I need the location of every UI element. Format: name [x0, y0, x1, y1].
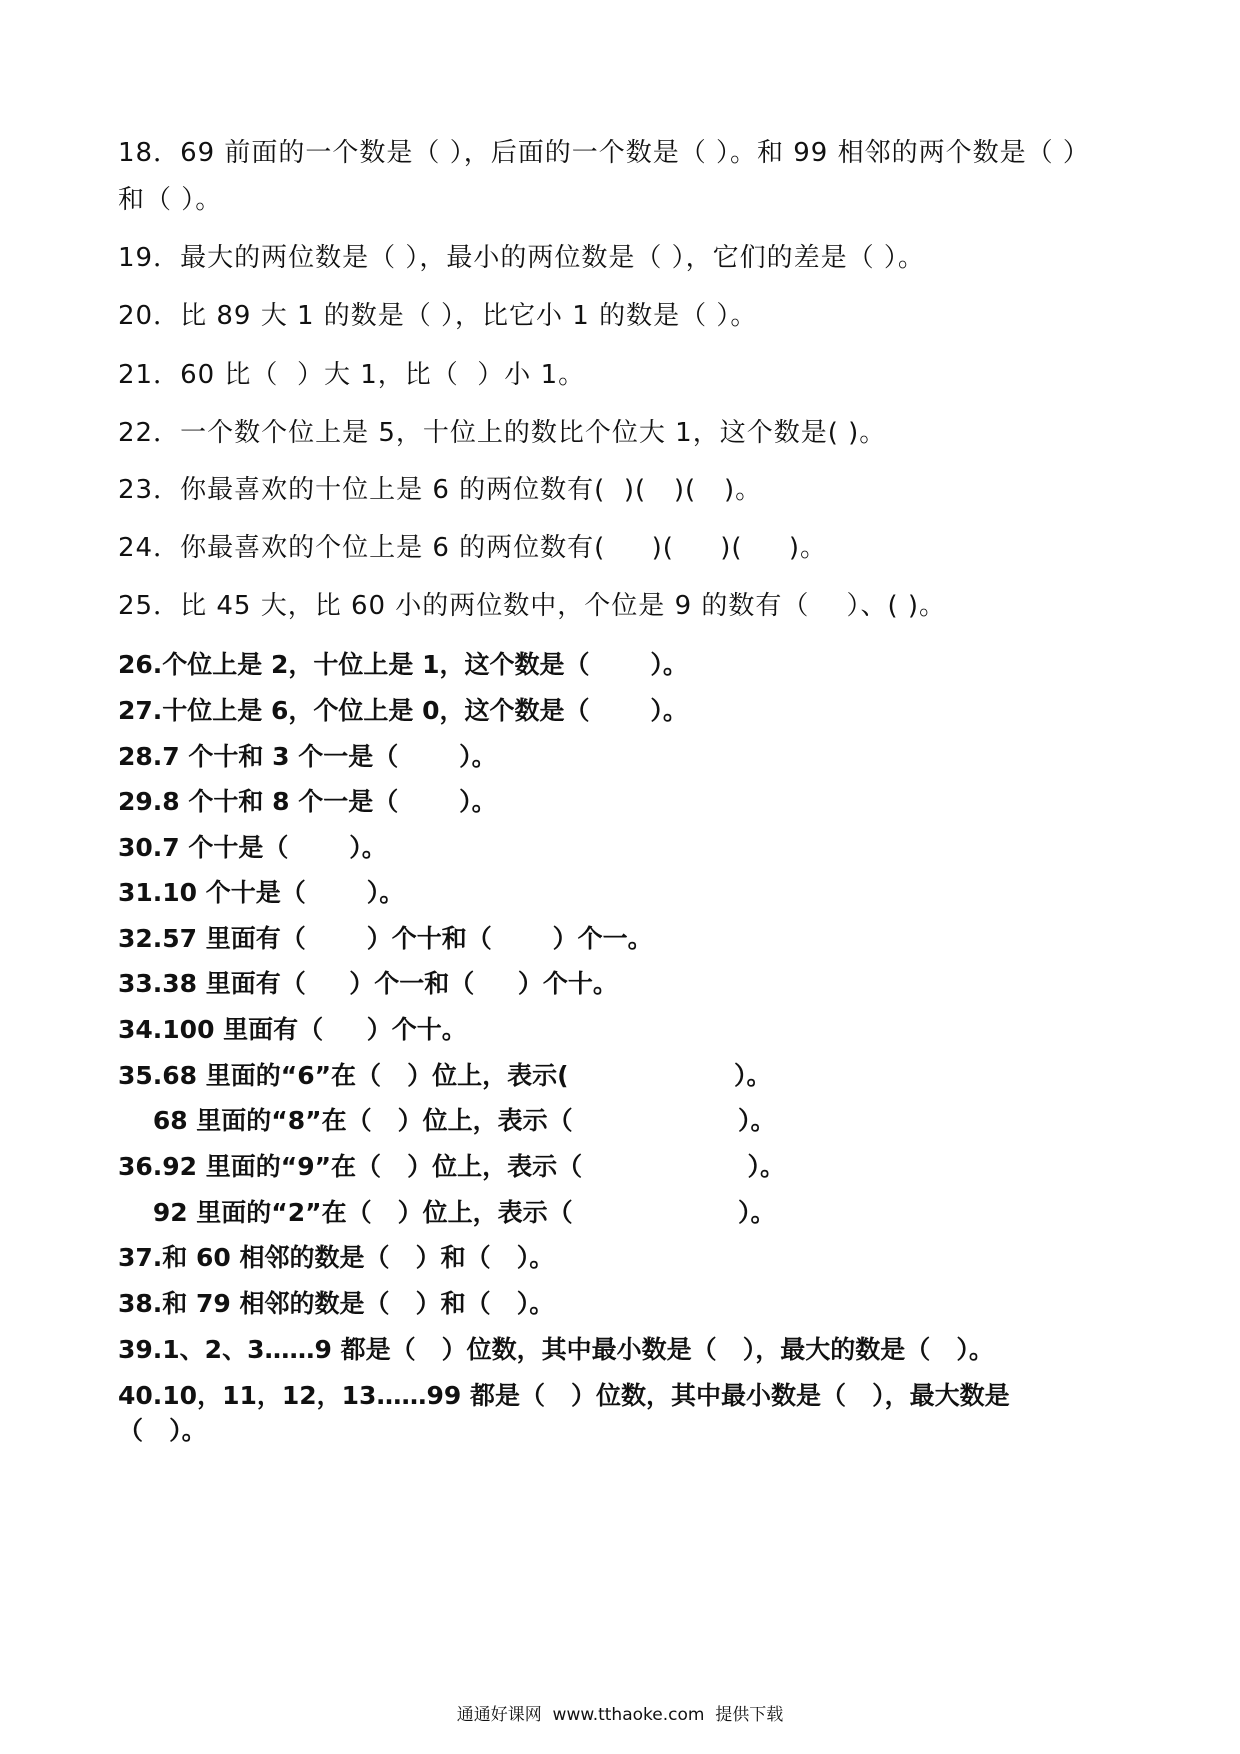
- question-30: 30.7 个十是（ ）。: [118, 833, 387, 862]
- question-28: 28.7 个十和 3 个一是（ ）。: [118, 742, 497, 771]
- question-40: 40.10，11，12，13……99 都是（ ）位数，其中最小数是（ ），最大数是: [118, 1381, 1010, 1410]
- question-18: 18．69 前面的一个数是（ ），后面的一个数是（ ）。和 99 相邻的两个数是（ ）: [118, 138, 1090, 168]
- question-25: 25．比 45 大，比 60 小的两位数中，个位是 9 的数有（ ）、( )。: [118, 591, 946, 621]
- question-31: 31.10 个十是（ ）。: [118, 878, 405, 907]
- question-21: 21．60 比（ ）大 1，比（ ）小 1。: [118, 360, 586, 390]
- question-36-part-2: 92 里面的“2”在（ ）位上，表示（ ）。: [118, 1198, 776, 1227]
- question-34: 34.100 里面有（ ）个十。: [118, 1015, 467, 1044]
- question-40-continued: （ ）。: [118, 1416, 207, 1445]
- question-20: 20．比 89 大 1 的数是（ ），比它小 1 的数是（ ）。: [118, 301, 758, 331]
- question-38: 38.和 79 相邻的数是（ ）和（ ）。: [118, 1289, 555, 1318]
- question-18-continued: 和（ ）。: [118, 185, 223, 215]
- question-36: 36.92 里面的“9”在（ ）位上，表示（ ）。: [118, 1152, 786, 1181]
- question-37: 37.和 60 相邻的数是（ ）和（ ）。: [118, 1243, 555, 1272]
- question-26: 26.个位上是 2，十位上是 1，这个数是（ ）。: [118, 650, 688, 679]
- question-35: 35.68 里面的“6”在（ ）位上，表示( ）。: [118, 1061, 772, 1090]
- footer-source-note: 通通好课网 www.tthaoke.com 提供下载: [456, 1705, 784, 1725]
- question-19: 19．最大的两位数是（ ），最小的两位数是（ ），它们的差是（ ）。: [118, 243, 925, 273]
- question-39: 39.1、2、3……9 都是（ ）位数，其中最小数是（ ），最大的数是（ ）。: [118, 1335, 994, 1364]
- question-27: 27.十位上是 6，个位上是 0，这个数是（ ）。: [118, 696, 688, 725]
- question-35-part-2: 68 里面的“8”在（ ）位上，表示（ ）。: [118, 1106, 776, 1135]
- question-32: 32.57 里面有（ ）个十和（ ）个一。: [118, 924, 653, 953]
- question-23: 23．你最喜欢的十位上是 6 的两位数有( )( )( )。: [118, 475, 763, 505]
- question-29: 29.8 个十和 8 个一是（ ）。: [118, 787, 497, 816]
- question-33: 33.38 里面有（ ）个一和（ ）个十。: [118, 969, 618, 998]
- question-22: 22．一个数个位上是 5，十位上的数比个位大 1，这个数是( )。: [118, 418, 887, 448]
- question-24: 24．你最喜欢的个位上是 6 的两位数有( )( )( )。: [118, 533, 827, 563]
